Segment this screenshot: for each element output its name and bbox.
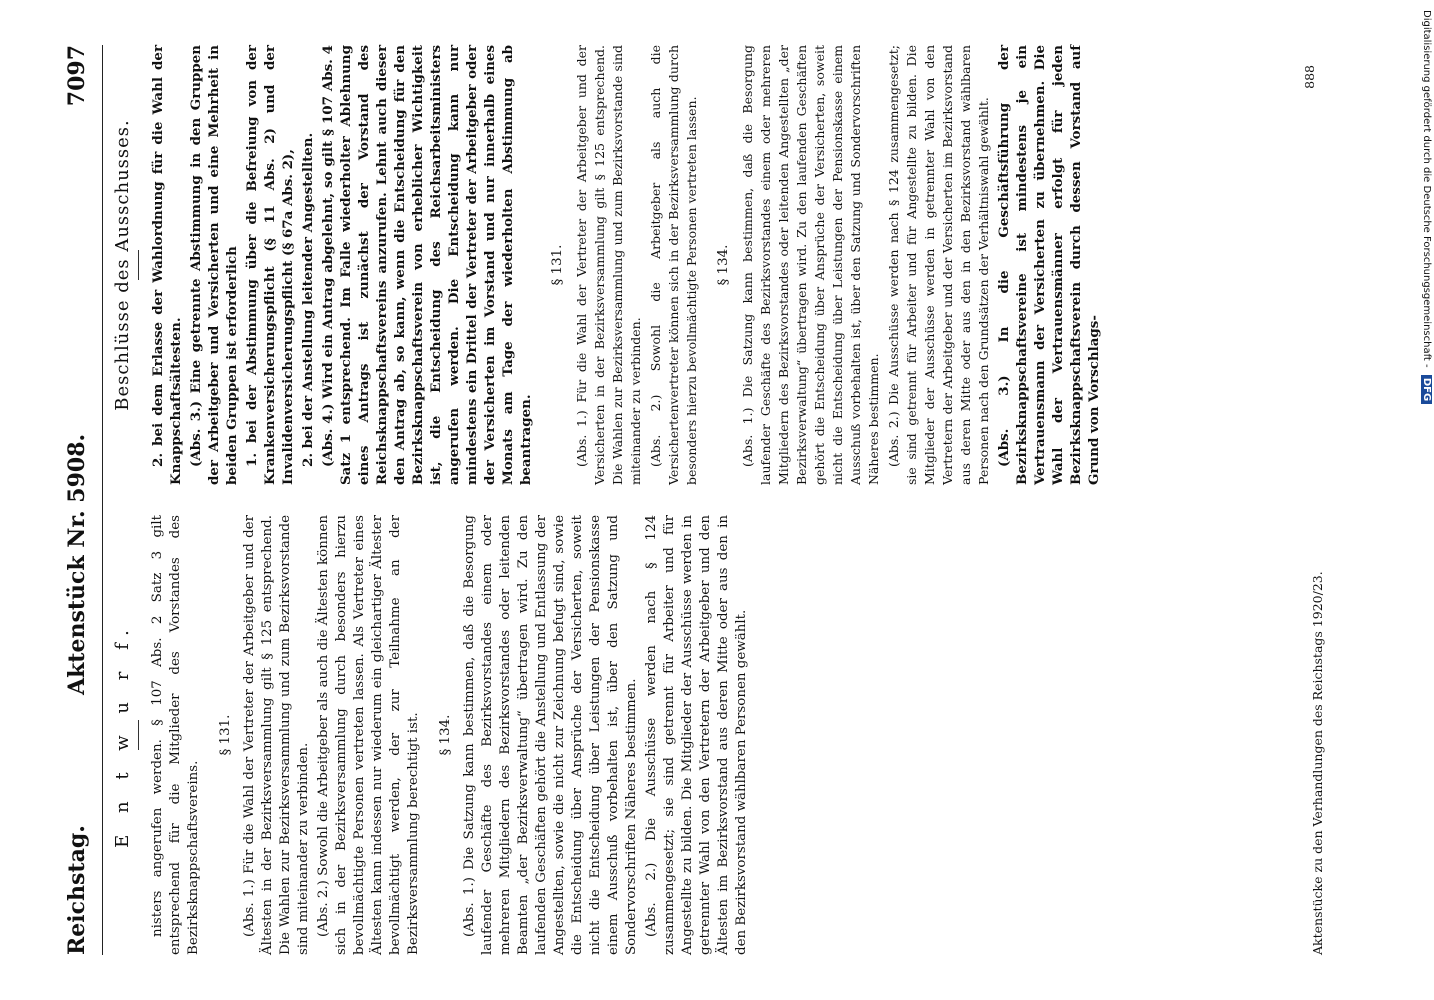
credit-text: Digitalisierung gefördert durch die Deutsche Forschungsgemeinschaft - xyxy=(1421,10,1432,368)
paragraph: (Abs. 2.) Sowohl die Arbeitgeber als auch die Ältesten können sich in der Bezirksversammlung durch besonders hierzu bevollmächtigte Personen vertreten lassen. Als Vertreter eines Ältesten kann indessen nur wiederum ein gleichartiger Ältester bevollmächtigt werden, der zur Teilnahme an der Bezirksversammlung berechtigt ist. xyxy=(316,515,421,955)
paragraph: (Abs. 1.) Für die Wahl der Vertreter der Arbeitgeber und der Ältesten in der Bezirksversammlung gilt § 125 entsprechend. Die Wahlen zur Bezirksversammlung und zum Bezirksvorstande sind miteinander zu verbinden. xyxy=(242,515,311,955)
right-column-committee xyxy=(114,45,1105,485)
divider xyxy=(138,250,139,280)
page-header xyxy=(60,45,103,955)
header-reichstag: Reichstag. xyxy=(64,825,90,955)
right-column-title: Beschlüsse des Ausschusses. xyxy=(112,119,133,411)
left-column-draft xyxy=(114,515,753,955)
divider xyxy=(138,720,139,750)
rotated-document-page xyxy=(60,45,1360,955)
page-footer xyxy=(1302,45,1325,955)
left-column-title: E n t w u r f. xyxy=(112,622,133,848)
paragraph: (Abs. 1.) Die Satzung kann bestimmen, daß die Besorgung laufender Geschäfte des Bezirksvorstandes einem oder mehreren Mitgliedern des Bezirksvorstandes oder leitenden Angestellten „der Bezirksverwaltung“ übertragen wird. Zu den laufenden Geschäften gehört die Entscheidung über Ansprüche der Versicherten, soweit nicht die Entscheidung über Leistungen der Pensionskasse einem Ausschuß vorbehalten ist, über den Satzung und Sondervorschriften Näheres bestimmen. xyxy=(740,45,881,485)
list-item: 1. bei der Abstimmung über die Befreiung von der Krankenversicherungspflicht (§ 11 Abs. 2) und der Invalidenversicherungspflicht (§ 67a Abs. 2), xyxy=(244,45,296,485)
intro-paragraph: nisters angerufen werden. § 107 Abs. 2 Satz 3 gilt entsprechend für die Mitglieder des Vorstandes des Bezirksknappschaftsvereins. xyxy=(150,515,201,955)
paragraph: (Abs. 3.) In die Geschäftsführung der Bezirksknappschaftsvereine ist mindestens je ein Vertrauensmann der Versicherten zu übernehmen. Die Wahl der Vertrauensmänner erfolgt für jeden Bezirksknappschaftsverein durch dessen Vorstand auf Grund von Vorschlags- xyxy=(996,45,1102,485)
header-page-number: 7097 xyxy=(64,45,90,107)
paragraph: (Abs. 1.) Für die Wahl der Vertreter der Arbeitgeber und der Versicherten in der Bezirksversammlung gilt § 125 entsprechend. Die Wahlen zur Bezirksversammlung und zum Bezirksvorstande sind miteinander zu verbinden. xyxy=(574,45,643,485)
footer-text: Aktenstücke zu den Verhandlungen des Reichstags 1920/23. xyxy=(1310,571,1325,955)
section-heading: § 131. xyxy=(550,244,565,286)
dfg-logo: DFG xyxy=(1421,375,1432,404)
paragraph: 2. bei dem Erlasse der Wahlordnung für die Wahl der Knappschaftsältesten. xyxy=(150,45,184,485)
list-item: 2. bei der Anstellung leitender Angestellten. xyxy=(300,132,316,467)
paragraph: (Abs. 1.) Die Satzung kann bestimmen, daß die Besorgung laufender Geschäfte des Bezirksvorstandes einem oder mehreren Mitgliedern des Bezirksvorstandes oder leitenden Beamten „der Bezirksverwaltung“ übertragen wird. Zu den laufenden Geschäften gehört die Anstellung und Entlassung der Angestellten, sowie die nicht zur Zeichnung befugt sind, sowie die Entscheidung über Ansprüche der Versicherten, soweit nicht die Entscheidung über Leistungen der Pensionskasse einem Ausschuß vorbehalten ist, über den Satzung und Sondervorschriften Näheres bestimmen. xyxy=(462,515,639,955)
paragraph: (Abs. 3.) Eine getrennte Abstimmung in den Gruppen der Arbeitgeber und Versicherten und eine Mehrheit in beiden Gruppen ist erforderlich xyxy=(188,45,240,485)
paragraph: (Abs. 4.) Wird ein Antrag abgelehnt, so gilt § 107 Abs. 4 Satz 1 entsprechend. Im Falle wiederholter Ablehnung eines Antrags ist zunächst der Vorstand des Reichsknappschaftsvereins anzurufen. Lehnt auch dieser den Antrag ab, so kann, wenn die Entscheidung für den Bezirksknappschaftsverein von erheblicher Wichtigkeit ist, die Entscheidung des Reichsarbeitsministers angerufen werden. Die Entscheidung kann nur mindestens ein Drittel der Vertreter der Arbeitgeber oder der Versicherten im Vorstand und nur innerhalb eines Monats am Tage der wiederholten Abstimmung ab beantragen. xyxy=(320,45,534,485)
footer-page-number: 888 xyxy=(1302,65,1317,89)
section-heading: § 131. xyxy=(218,714,233,756)
paragraph: (Abs. 2.) Die Ausschüsse werden nach § 124 zusammengesetzt; sie sind getrennt für Arbeiter und für Angestellte zu bilden. Die Mitglieder der Ausschüsse werden in getrennter Wahl von den Vertretern der Arbeitgeber und den Ältesten im Bezirksvorstand aus deren Mitte oder aus den in den Bezirksvorstand wählbaren Personen gewählt. xyxy=(644,515,749,955)
header-document-number: Aktenstück Nr. 5908. xyxy=(64,433,90,695)
paragraph: (Abs. 2.) Die Ausschüsse werden nach § 124 zusammengesetzt; sie sind getrennt für Arbeiter und für Angestellte zu bilden. Die Mitglieder der Ausschüsse werden in getrennter Wahl von den Vertretern der Arbeitgeber und der Versicherten im Bezirksvorstand aus deren Mitte oder aus den in den Bezirksvorstand wählbaren Personen nach den Grundsätzen der Verhältniswahl gewählt. xyxy=(886,45,991,485)
section-heading: § 134. xyxy=(716,244,731,286)
paragraph: (Abs. 2.) Sowohl die Arbeitgeber als auch die Versichertenvertreter können sich in der Bezirksversammlung durch besonders hierzu bevollmächtigte Personen vertreten lassen. xyxy=(648,45,699,485)
digitization-credit xyxy=(1412,10,1432,990)
section-heading: § 134. xyxy=(438,714,453,756)
